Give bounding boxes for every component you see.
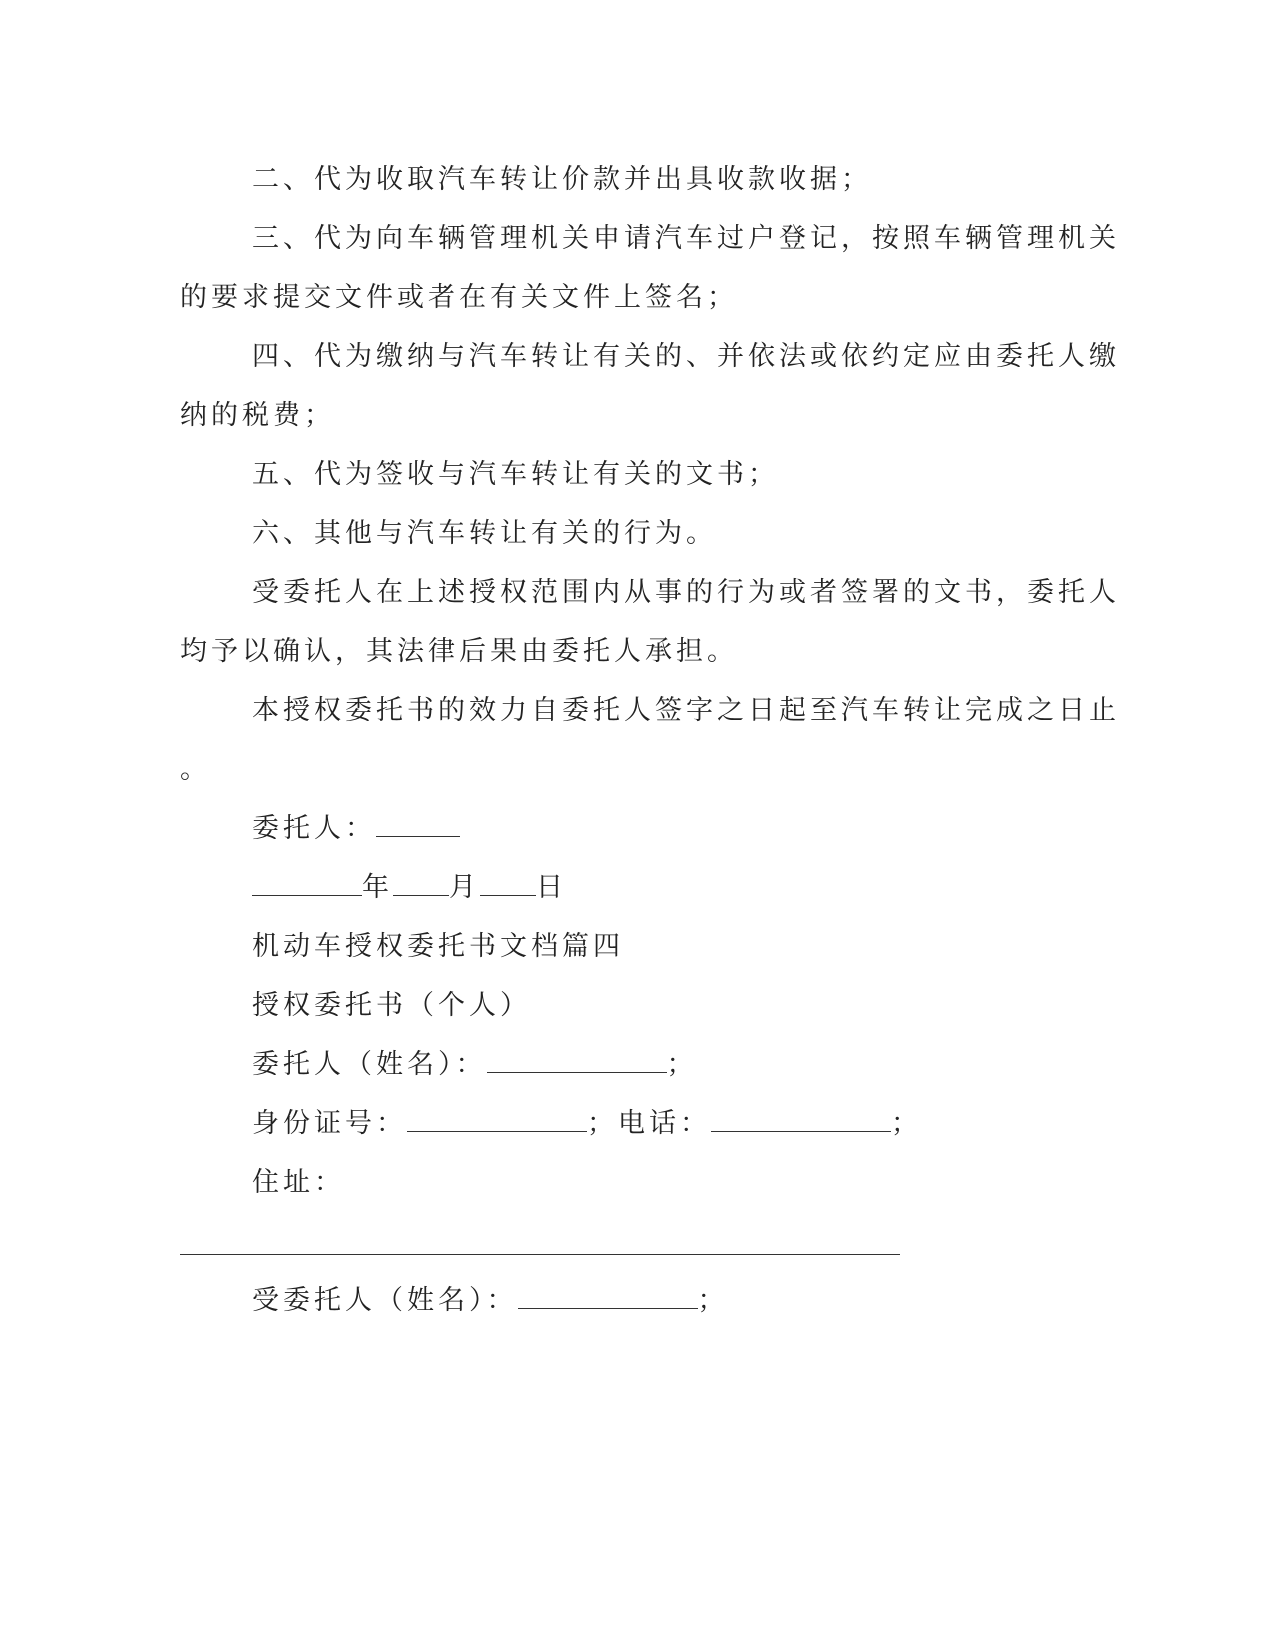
form-title: 授权委托书（个人） bbox=[252, 990, 531, 1021]
address-blank-line[interactable] bbox=[180, 1254, 900, 1255]
address-blank-spacer bbox=[180, 1212, 1080, 1271]
agent-name-row bbox=[180, 1271, 1080, 1330]
item-4-line-1: 四、代为缴纳与汽车转让有关的、并依法或依约定应由委托人缴 bbox=[252, 341, 1120, 372]
item-4-line-2: 纳的税费； bbox=[180, 400, 335, 431]
day-label: 日 bbox=[536, 872, 567, 903]
day-blank[interactable] bbox=[480, 869, 536, 896]
item-2: 二、代为收取汽车转让价款并出具收款收据； bbox=[252, 164, 872, 195]
agent-name-label: 受委托人（姓名）： bbox=[252, 1285, 518, 1316]
date-row bbox=[180, 858, 1080, 917]
validity-line-2: 。 bbox=[180, 754, 211, 785]
year-blank[interactable] bbox=[252, 869, 362, 896]
item-5: 五、代为签收与汽车转让有关的文书； bbox=[252, 459, 779, 490]
principal-signature-row bbox=[180, 799, 1080, 858]
validity-line-1: 本授权委托书的效力自委托人签字之日起至汽车转让完成之日止 bbox=[252, 695, 1120, 726]
item-3-line-2: 的要求提交文件或者在有关文件上签名； bbox=[180, 282, 738, 313]
confirm-line-2: 均予以确认，其法律后果由委托人承担。 bbox=[180, 636, 738, 667]
confirm-line-1: 受委托人在上述授权范围内从事的行为或者签署的文书，委托人 bbox=[252, 577, 1120, 608]
month-blank[interactable] bbox=[393, 869, 449, 896]
id-phone-row bbox=[180, 1094, 1080, 1153]
item-6: 六、其他与汽车转让有关的行为。 bbox=[252, 518, 717, 549]
phone-blank[interactable] bbox=[711, 1105, 891, 1132]
principal-signature-blank[interactable] bbox=[376, 810, 460, 837]
principal-signature-label: 委托人： bbox=[252, 813, 376, 844]
phone-label: ；电话： bbox=[587, 1108, 711, 1139]
month-label: 月 bbox=[449, 872, 480, 903]
document-body bbox=[180, 150, 1120, 1330]
principal-name-row bbox=[180, 1035, 1080, 1094]
principal-name-label: 委托人（姓名）： bbox=[252, 1049, 487, 1080]
year-label: 年 bbox=[362, 872, 393, 903]
address-row bbox=[180, 1153, 1080, 1212]
principal-name-blank[interactable] bbox=[487, 1046, 667, 1073]
id-number-blank[interactable] bbox=[407, 1105, 587, 1132]
address-label: 住址： bbox=[252, 1167, 345, 1198]
id-number-label: 身份证号： bbox=[252, 1108, 407, 1139]
agent-name-blank[interactable] bbox=[518, 1282, 698, 1309]
item-3-line-1: 三、代为向车辆管理机关申请汽车过户登记，按照车辆管理机关 bbox=[252, 223, 1120, 254]
agent-name-semicolon: ； bbox=[697, 1285, 729, 1316]
principal-name-semicolon: ； bbox=[666, 1049, 698, 1080]
section-title: 机动车授权委托书文档篇四 bbox=[252, 931, 624, 962]
phone-semicolon: ； bbox=[891, 1108, 922, 1139]
